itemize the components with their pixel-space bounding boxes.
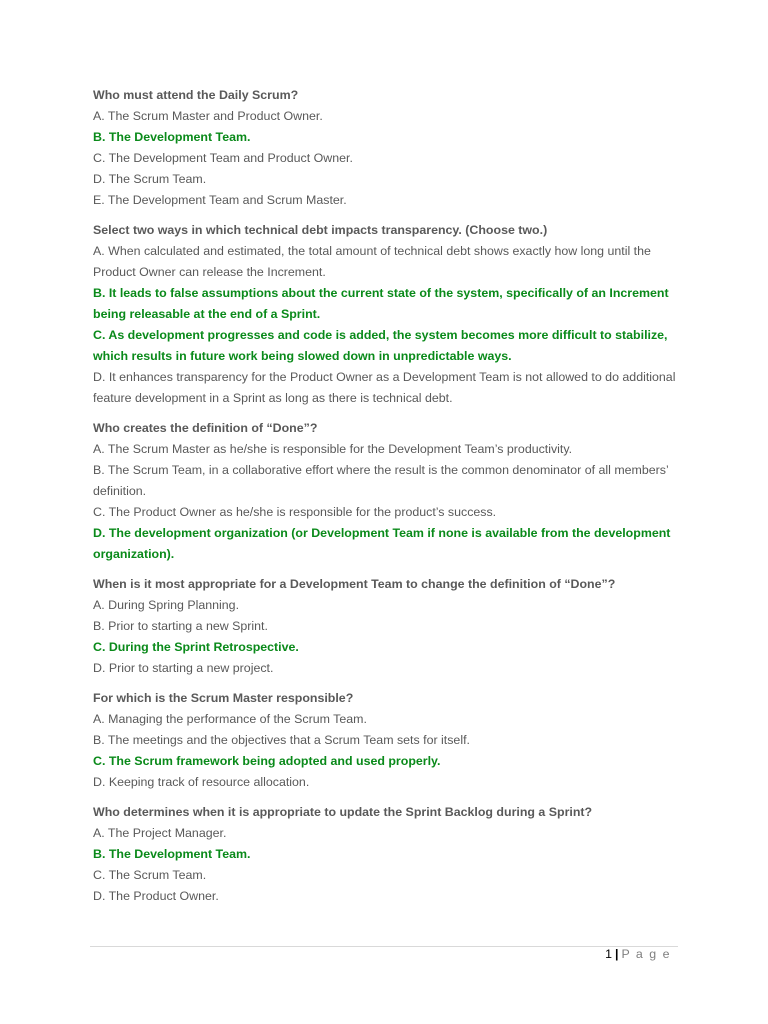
footer-separator: |	[614, 947, 619, 961]
document-page	[93, 85, 683, 916]
answer-option: D. Prior to starting a new project.	[93, 661, 274, 675]
answer-option: C. The Product Owner as he/she is responsible for the product’s success.	[93, 505, 497, 519]
answer-option: D. The Scrum Team.	[93, 172, 207, 186]
question-block	[93, 418, 683, 565]
answer-option-correct: C. During the Sprint Retrospective.	[93, 640, 299, 654]
answer-option: A. Managing the performance of the Scrum Team.	[93, 712, 367, 726]
question-title: Who determines when it is appropriate to update the Sprint Backlog during a Sprint?	[93, 805, 593, 819]
answer-option: C. The Scrum Team.	[93, 868, 207, 882]
question-title: For which is the Scrum Master responsible?	[93, 691, 354, 705]
page-footer	[605, 947, 671, 961]
question-block	[93, 802, 683, 907]
answer-option-correct: C. The Scrum framework being adopted and used properly.	[93, 754, 441, 768]
answer-option: B. The meetings and the objectives that a Scrum Team sets for itself.	[93, 733, 470, 747]
answer-option: A. When calculated and estimated, the total amount of technical debt shows exactly how long until the Product Owner can release the Increment.	[93, 244, 651, 279]
answer-option: E. The Development Team and Scrum Master.	[93, 193, 347, 207]
answer-option: C. The Development Team and Product Owner.	[93, 151, 353, 165]
answer-option-correct: B. The Development Team.	[93, 847, 251, 861]
answer-option: B. Prior to starting a new Sprint.	[93, 619, 268, 633]
answer-option: A. The Project Manager.	[93, 826, 227, 840]
footer-divider	[90, 946, 678, 947]
answer-option: A. During Spring Planning.	[93, 598, 240, 612]
question-title: Who must attend the Daily Scrum?	[93, 88, 299, 102]
question-block	[93, 220, 683, 409]
answer-option: D. Keeping track of resource allocation.	[93, 775, 310, 789]
question-block	[93, 688, 683, 793]
answer-option: B. The Scrum Team, in a collaborative effort where the result is the common denominator of all members’ definition.	[93, 463, 669, 498]
question-block	[93, 574, 683, 679]
question-title: Select two ways in which technical debt impacts transparency. (Choose two.)	[93, 223, 548, 237]
answer-option: D. The Product Owner.	[93, 889, 219, 903]
page-label: P a g e	[621, 947, 671, 961]
answer-option-correct: C. As development progresses and code is added, the system becomes more difficult to stabilize, which results in future work being slowed down in unpredictable ways.	[93, 328, 668, 363]
answer-option-correct: B. The Development Team.	[93, 130, 251, 144]
answer-option: A. The Scrum Master and Product Owner.	[93, 109, 323, 123]
question-title: Who creates the definition of “Done”?	[93, 421, 318, 435]
answer-option-correct: B. It leads to false assumptions about the current state of the system, specifically of an Increment being releasable at the end of a Sprint.	[93, 286, 669, 321]
question-title: When is it most appropriate for a Development Team to change the definition of “Done”?	[93, 577, 616, 591]
answer-option: D. It enhances transparency for the Product Owner as a Development Team is not allowed to do additional feature development in a Sprint as long as there is technical debt.	[93, 370, 676, 405]
answer-option-correct: D. The development organization (or Development Team if none is available from the development organization).	[93, 526, 671, 561]
page-number: 1	[605, 947, 612, 961]
answer-option: A. The Scrum Master as he/she is responsible for the Development Team’s productivity.	[93, 442, 573, 456]
question-block	[93, 85, 683, 211]
